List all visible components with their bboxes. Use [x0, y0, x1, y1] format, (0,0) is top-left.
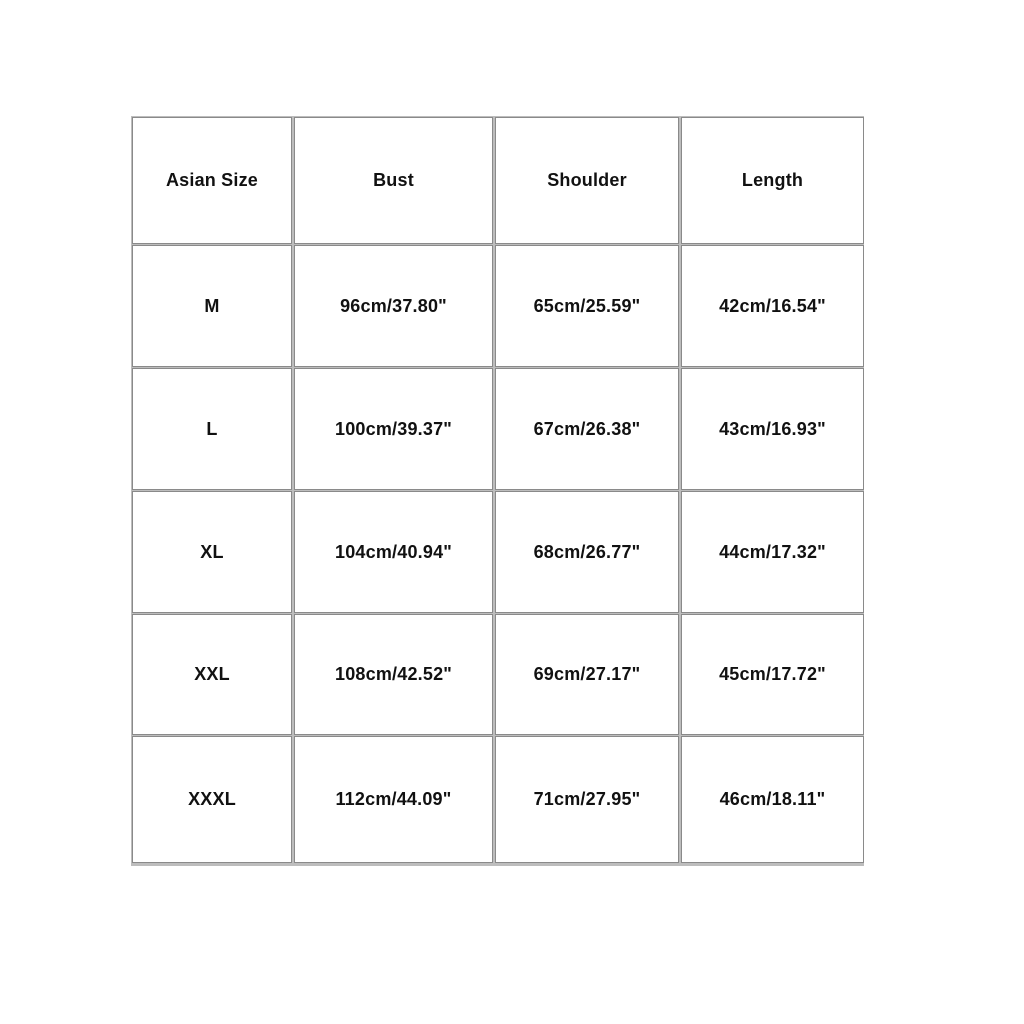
size-cell-m: M [132, 245, 292, 367]
shoulder-cell-l: 67cm/26.38" [495, 368, 679, 490]
header-asian-size: Asian Size [132, 117, 292, 244]
bust-cell-xl: 104cm/40.94" [294, 491, 493, 613]
header-bust: Bust [294, 117, 493, 244]
bust-cell-xxxl: 112cm/44.09" [294, 736, 493, 863]
length-cell-l: 43cm/16.93" [681, 368, 864, 490]
bust-cell-xxl: 108cm/42.52" [294, 614, 493, 735]
shoulder-cell-xl: 68cm/26.77" [495, 491, 679, 613]
size-cell-xl: XL [132, 491, 292, 613]
size-cell-xxxl: XXXL [132, 736, 292, 863]
header-length: Length [681, 117, 864, 244]
size-cell-l: L [132, 368, 292, 490]
size-cell-xxl: XXL [132, 614, 292, 735]
shoulder-cell-xxl: 69cm/27.17" [495, 614, 679, 735]
length-cell-xxl: 45cm/17.72" [681, 614, 864, 735]
length-cell-xxxl: 46cm/18.11" [681, 736, 864, 863]
length-cell-m: 42cm/16.54" [681, 245, 864, 367]
length-cell-xl: 44cm/17.32" [681, 491, 864, 613]
header-shoulder: Shoulder [495, 117, 679, 244]
shoulder-cell-xxxl: 71cm/27.95" [495, 736, 679, 863]
shoulder-cell-m: 65cm/25.59" [495, 245, 679, 367]
size-chart-table [131, 116, 864, 866]
bust-cell-m: 96cm/37.80" [294, 245, 493, 367]
bust-cell-l: 100cm/39.37" [294, 368, 493, 490]
